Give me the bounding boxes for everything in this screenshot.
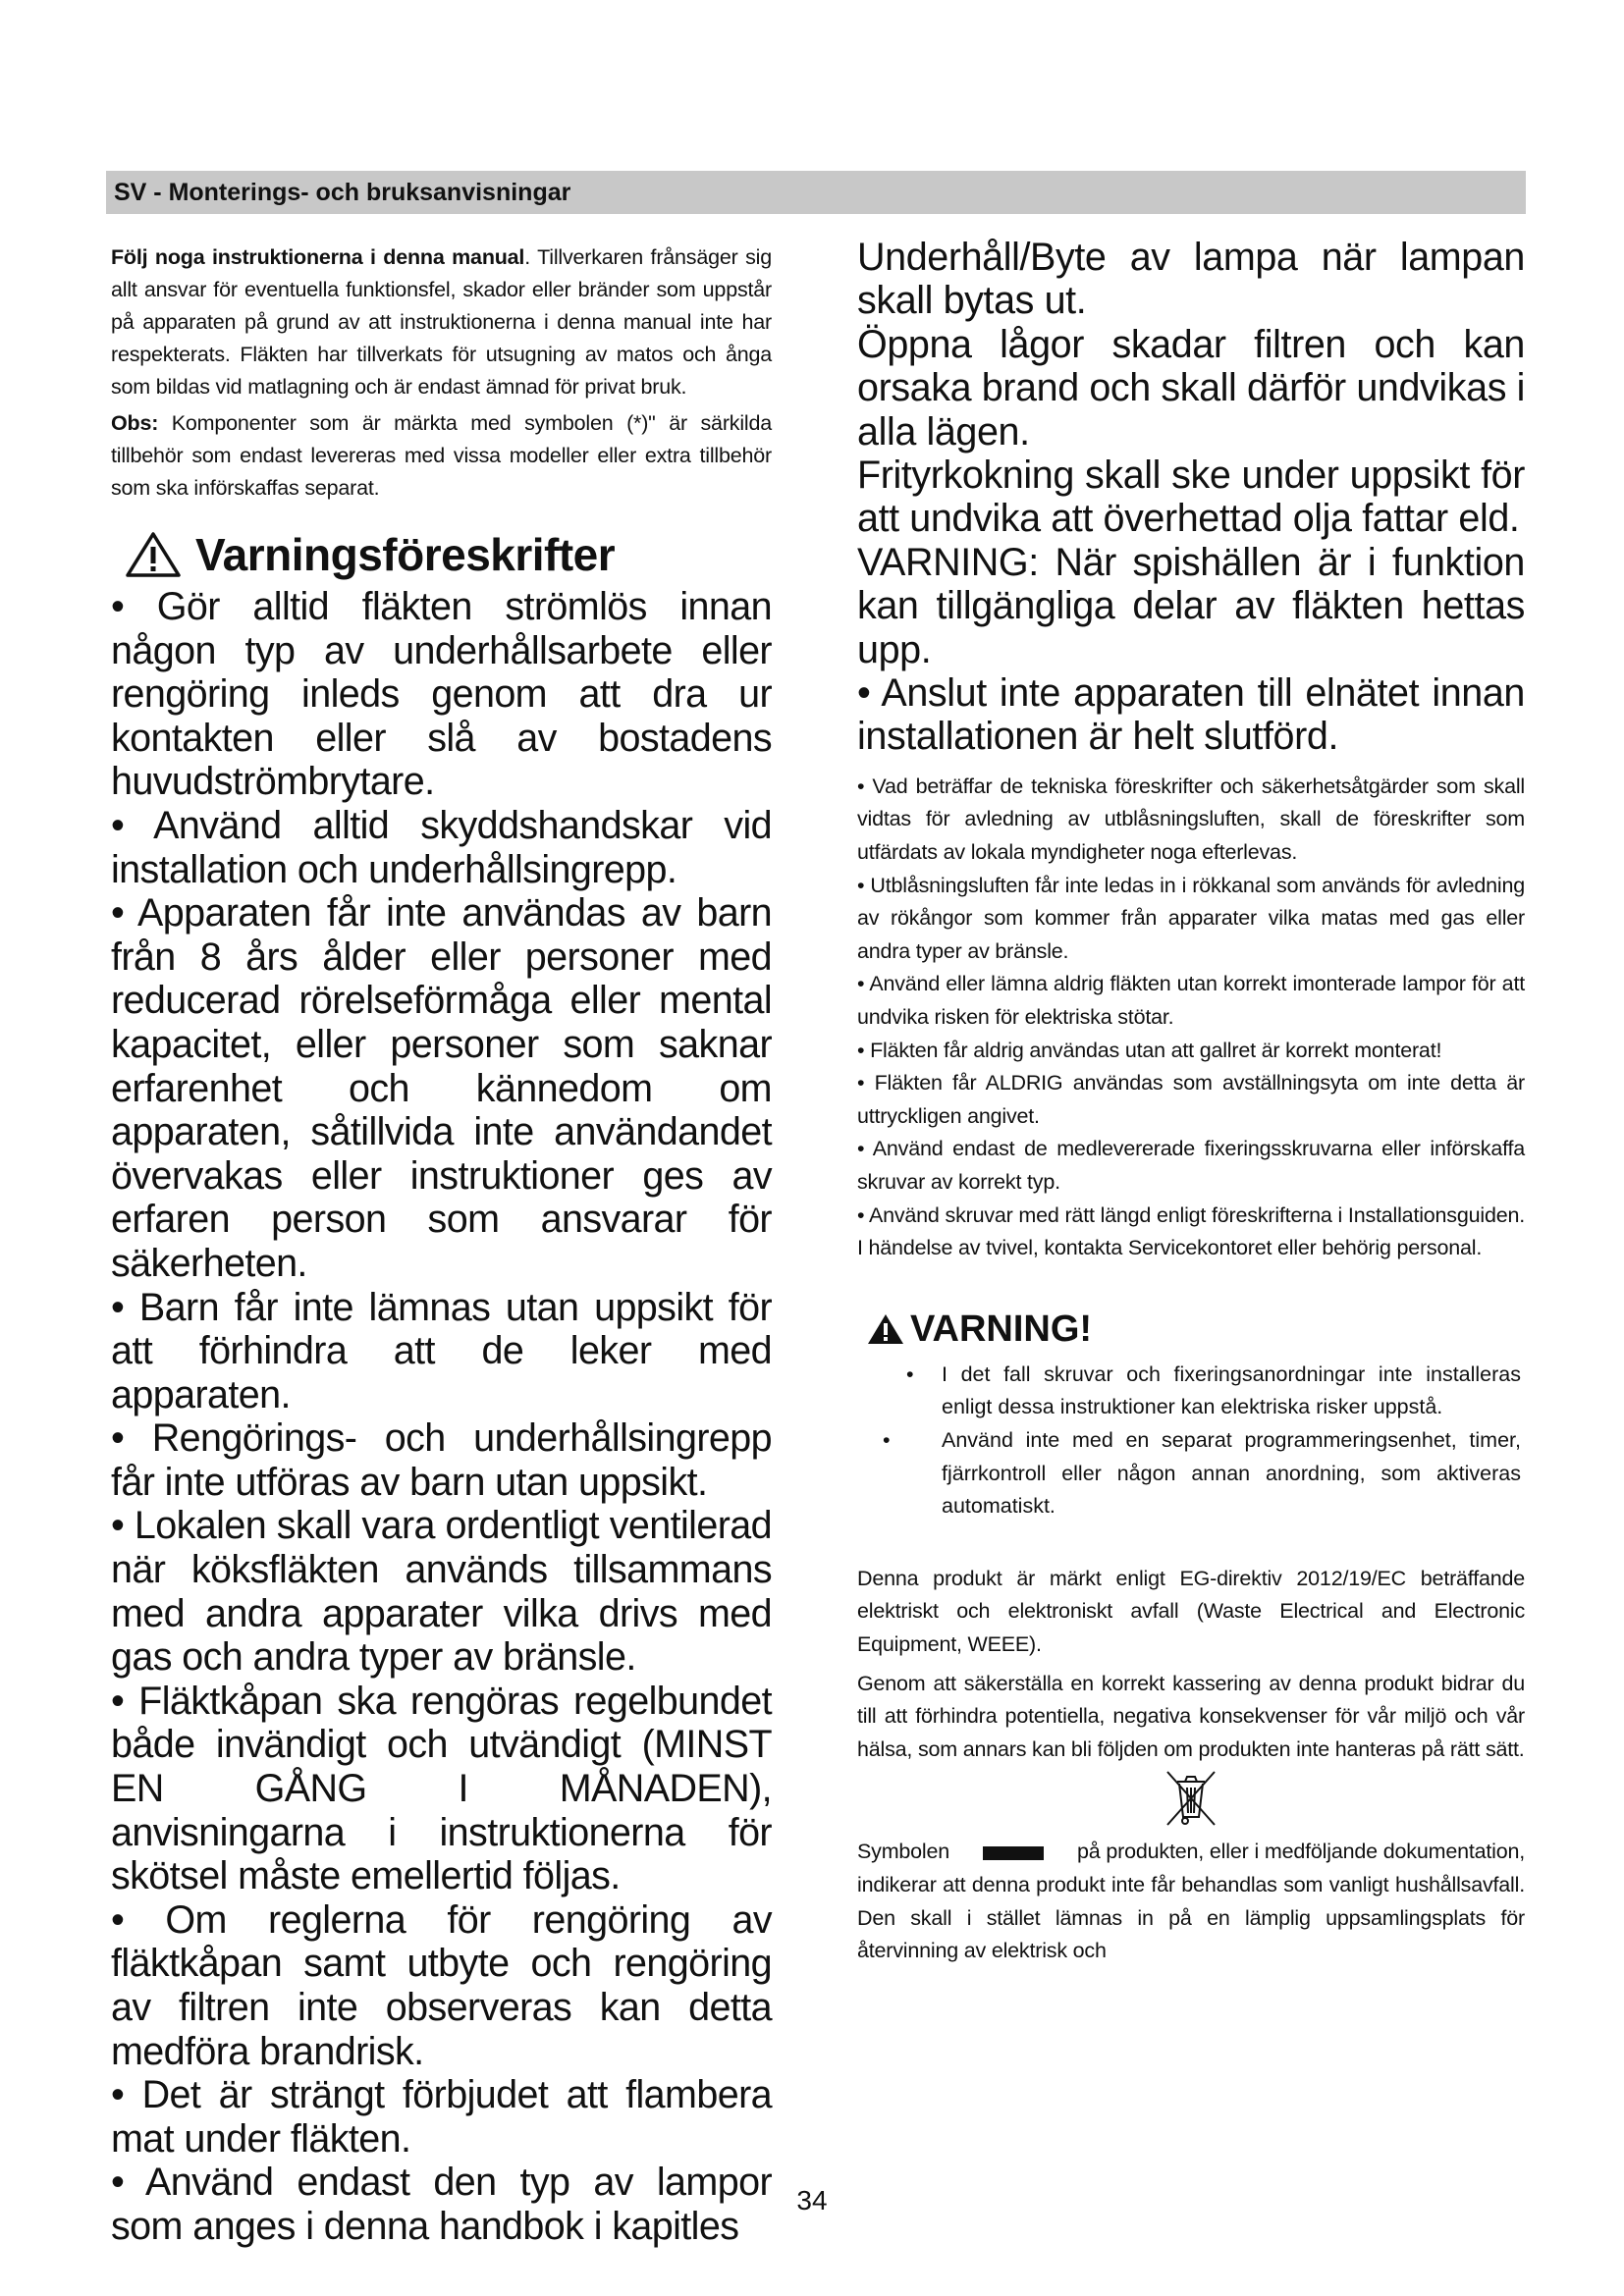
varning-heading: [857, 1308, 1525, 1351]
safety-item: • Fläktkåpan ska rengöras regelbundet både invändigt och utvändigt (MINST EN GÅNG I MÅNADEN), anvisningarna i instruktionerna för skötsel måste emellertid följas.: [111, 1679, 772, 1898]
safety-item: • Använd endast den typ av lampor som anges i denna handbok i kapitles: [111, 2161, 772, 2248]
lamp-item: Underhåll/Byte av lampa när lampan skall bytas ut.: [857, 236, 1525, 323]
safety-item: • Lokalen skall vara ordentligt ventilerad när köksfläkten används tillsammans med andra apparater vilka drivs med gas och andra typer av bränsle.: [111, 1504, 772, 1680]
flame-item: Öppna lågor skadar filtren och kan orsaka brand och skall därför undvikas i alla lägen.: [857, 322, 1525, 454]
varning-item-text: I det fall skruvar och fixeringsanordningar inte installeras enligt dessa instruktioner kan elektriska risker uppstå.: [942, 1362, 1521, 1419]
safety-item: • Gör alltid fläkten strömlös innan någon typ av underhållsarbete eller rengöring inleds genom att dra ur kontakten eller slå av bostadens huvudströmbrytare.: [111, 585, 772, 804]
header-title: SV - Monterings- och bruksanvisningar: [114, 179, 571, 206]
list-item: [857, 1359, 1525, 1424]
varning-heading-text: VARNING!: [910, 1308, 1093, 1350]
varning-item-text: Använd inte med en separat programmeringsenhet, timer, fjärrkontroll eller någon annan anordning, som aktiveras automatiskt.: [942, 1427, 1521, 1519]
left-column: [111, 241, 772, 2249]
rule-item: • Använd skruvar med rätt längd enligt föreskrifterna i Installationsguiden. I händelse av tvivel, kontakta Servicekontoret eller behörig personal.: [857, 1202, 1525, 1260]
note-text: Komponenter som är märkta med symbolen (*)" är särkilda tillbehör som endast levereras med vissa modeller eller extra tillbehör som ska införskaffas separat.: [111, 411, 772, 500]
weee-paragraph: Genom att säkerställa en korrekt kassering av denna produkt bidrar du till att förhindra potentiella, negativa konsekvenser för vår miljö och vår hälsa, som annars kan bli följden om produkten inte hanteras på rätt sätt.: [857, 1671, 1525, 1761]
intro-paragraph: [111, 241, 772, 403]
safety-item: • Rengörings- och underhållsingrepp får inte utföras av barn utan uppsikt.: [111, 1416, 772, 1504]
connect-item: • Anslut inte apparaten till elnätet innan installationen är helt slutförd.: [857, 671, 1525, 759]
page-number: 34: [796, 2185, 828, 2216]
bullet: •: [906, 1362, 914, 1386]
hob-warning-item: VARNING: När spishällen är i funktion kan tillgängliga delar av fläkten hettas upp.: [857, 540, 1525, 671]
warning-triangle-icon: [125, 531, 182, 578]
safety-item: • Det är strängt förbjudet att flambera mat under fläkten.: [111, 2073, 772, 2161]
rule-item: • Fläkten får ALDRIG användas som avställningsyta om inte detta är uttryckligen angivet.: [857, 1071, 1525, 1128]
varning-list: [857, 1359, 1525, 1523]
symbol-rest-b: dokumentation, indikerar att denna produkt inte får behandlas som vanligt hushållsavfall. Den skall i stället lämnas in på en lämplig uppsamlingsplats för återvinning av elektrisk och: [857, 1840, 1525, 1963]
safety-item: • Apparaten får inte användas av barn från 8 års ålder eller personer med reducerad rörelseförmåga eller mental kapacitet, eller personer som saknar erfarenhet och kännedom om apparaten, såtillvida inte användandet övervakas eller instruktioner ges av erfaren person som ansvarar för säkerheten.: [111, 891, 772, 1285]
symbol-paragraph: [857, 1836, 1525, 1967]
list-item: [857, 1424, 1525, 1523]
rule-item: • Använd eller lämna aldrig fläkten utan korrekt imonterade lampor för att undvika risken för elektriska stötar.: [857, 972, 1525, 1030]
symbol-word: Symbolen: [857, 1840, 950, 1864]
rule-item: • Använd endast de medlevererade fixeringsskruvarna eller införskaffa skruvar av korrekt typ.: [857, 1137, 1525, 1194]
weee-bin-symbol: [857, 1768, 1525, 1834]
right-column: [857, 236, 1525, 1968]
safety-item: • Använd alltid skyddshandskar vid installation och underhållsingrepp.: [111, 803, 772, 891]
page-header: [106, 171, 1526, 214]
rule-item: • Vad beträffar de tekniska föreskrifter och säkerhetsåtgärder som skall vidtas för avledning av utblåsningsluften, skall de föreskrifter som utfärdats av lokala myndigheter noga efterlevas.: [857, 774, 1525, 865]
warning-triangle-filled-icon: [867, 1313, 904, 1345]
bullet: •: [883, 1427, 891, 1452]
crossed-bin-icon: [1164, 1768, 1218, 1829]
note-bold: Obs:: [111, 411, 159, 435]
rule-item: • Fläkten får aldrig användas utan att gallret är korrekt monterat!: [857, 1038, 1442, 1062]
safety-item: • Om reglerna för rengöring av fläktkåpan samt utbyte och rengöring av filtren inte observeras kan detta medföra brandrisk.: [111, 1897, 772, 2073]
intro-bold: Följ noga instruktionerna i denna manual: [111, 245, 525, 269]
safety-item: • Barn får inte lämnas utan uppsikt för att förhindra att de leker med apparaten.: [111, 1285, 772, 1416]
symbol-rest-a: på produkten, eller i medföljande: [1077, 1840, 1378, 1864]
weee-paragraph: Denna produkt är märkt enligt EG-direktiv 2012/19/EC beträffande elektriskt och elektroniskt avfall (Waste Electrical and Electronic Equipment, WEEE).: [857, 1566, 1525, 1656]
frying-item: Frityrkokning skall ske under uppsikt för att undvika att överhettad olja fattar eld.: [857, 454, 1525, 541]
black-bar-symbol: [983, 1846, 1044, 1860]
rule-item: • Utblåsningsluften får inte ledas in i rökkanal som används för avledning av rökångor som kommer från apparater vilka matas med gas eller andra typer av bränsle.: [857, 873, 1525, 963]
safety-heading: [111, 528, 772, 581]
intro-text: . Tillverkaren fråns​äger sig allt ansvar för eventuella funktionsfel, skador eller bränder som uppstår på apparaten på grund av att instruktionerna i denna manual inte har respekterats. Fläkten har tillverkats för utsugning av matos och ånga som bildas vid matlagning och är endast ämnad för privat bruk.: [111, 245, 772, 399]
safety-heading-text: Varningsföreskrifter: [195, 529, 616, 580]
note-paragraph: [111, 407, 772, 505]
